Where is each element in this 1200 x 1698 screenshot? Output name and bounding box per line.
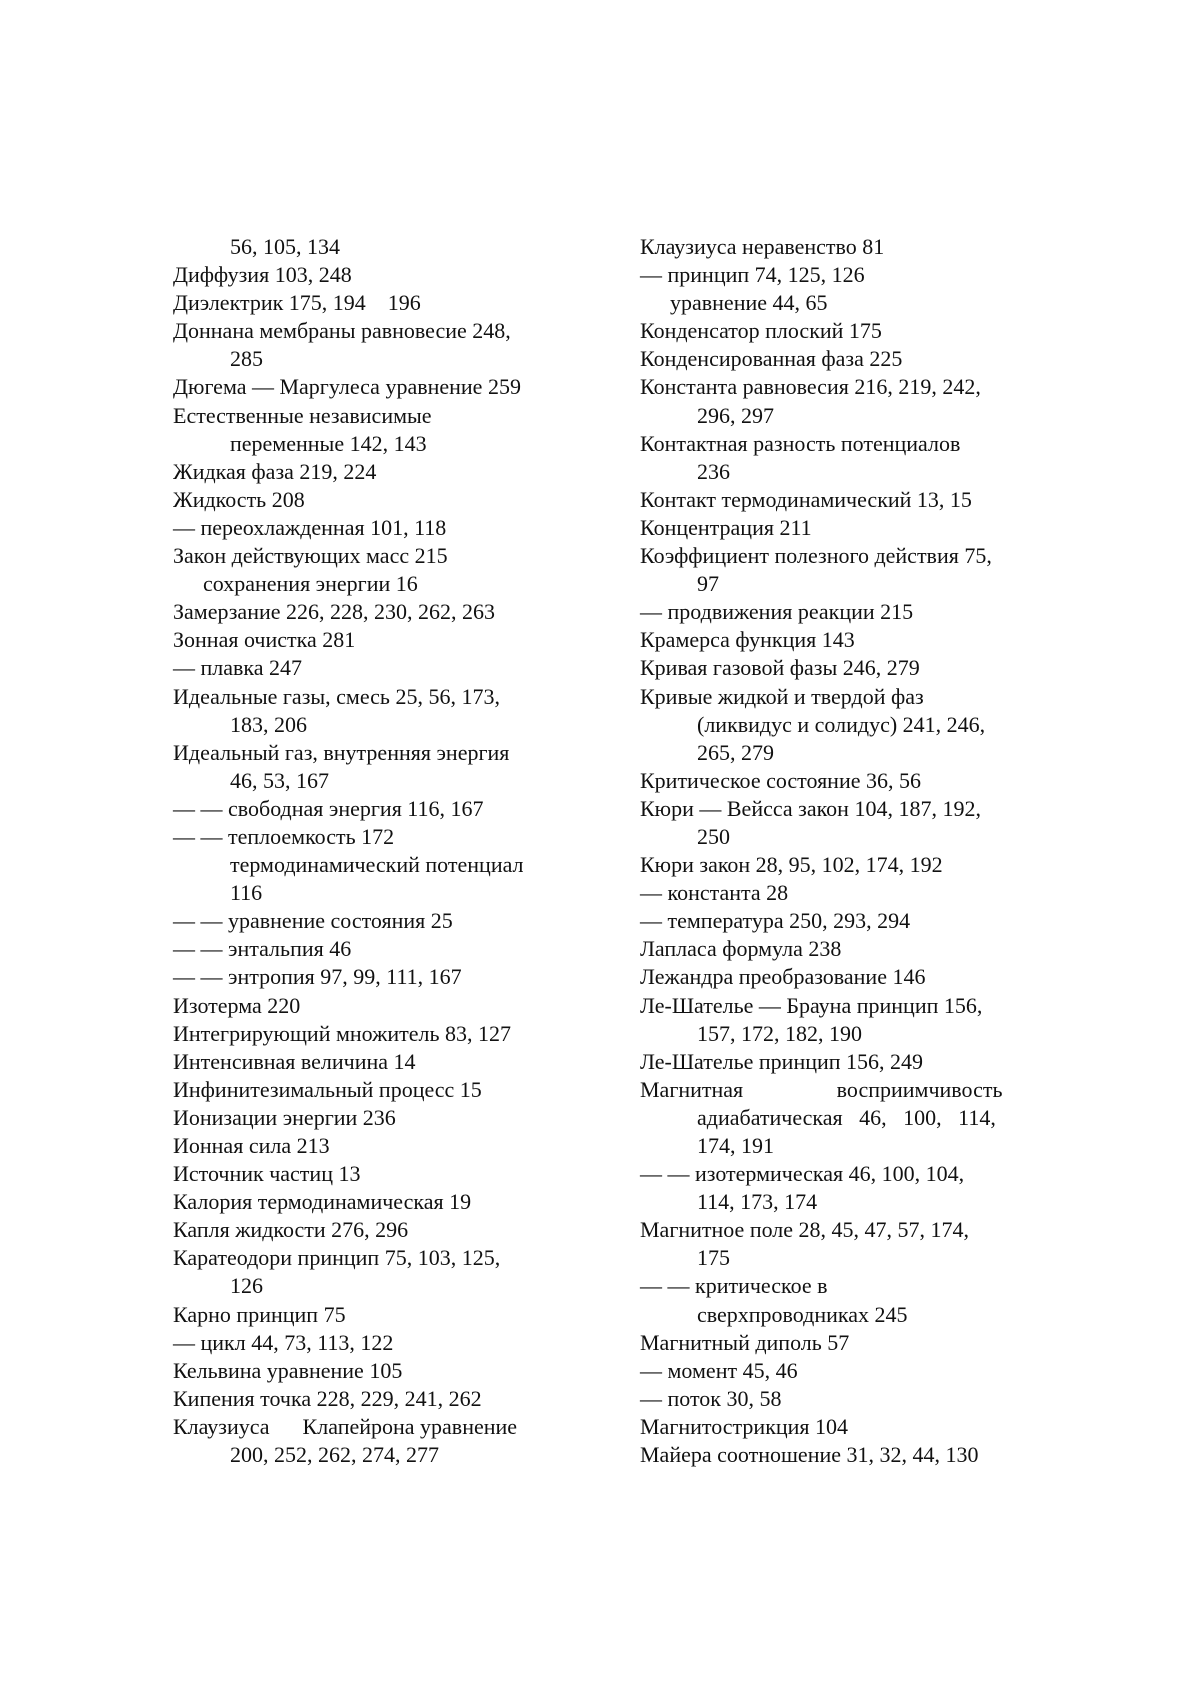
index-entry: Замерзание 226, 228, 230, 262, 263 bbox=[173, 599, 496, 625]
index-entry: 236 bbox=[697, 458, 730, 484]
index-entry: Кривая газовой фазы 246, 279 bbox=[640, 655, 920, 681]
index-entry: Источник частиц 13 bbox=[173, 1161, 361, 1187]
index-entry: Жидкость 208 bbox=[173, 486, 305, 512]
index-entry: Диффузия 103, 248 bbox=[173, 262, 352, 288]
index-entry: Клаузиуса неравенство 81 bbox=[640, 234, 885, 259]
index-entry: 46, 53, 167 bbox=[230, 767, 329, 793]
index-entry: Майера соотношение 31, 32, 44, 130 bbox=[640, 1442, 979, 1468]
index-entry: Конденсатор плоский 175 bbox=[640, 318, 882, 344]
index-entry: — принцип 74, 125, 126 bbox=[640, 262, 865, 288]
index-entry: Доннана мембраны равновесие 248, bbox=[173, 318, 511, 344]
index-entry: — — уравнение состояния 25 bbox=[173, 908, 453, 934]
index-entry: — момент 45, 46 bbox=[640, 1357, 798, 1383]
index-entry: — — свободная энергия 116, 167 bbox=[173, 795, 484, 821]
index-entry: — — энтропия 97, 99, 111, 167 bbox=[173, 964, 462, 990]
index-entry: сверхпроводниках 245 bbox=[697, 1301, 908, 1327]
index-entry: 175 bbox=[697, 1245, 730, 1271]
index-entry: 56, 105, 134 bbox=[230, 234, 340, 259]
index-entry: 183, 206 bbox=[230, 711, 307, 737]
index-entry: Интегрирующий множитель 83, 127 bbox=[173, 1020, 511, 1046]
index-entry: — температура 250, 293, 294 bbox=[640, 908, 911, 934]
index-entry: термодинамический потенциал bbox=[230, 852, 524, 878]
index-entry: Концентрация 211 bbox=[640, 514, 812, 540]
index-entry: 157, 172, 182, 190 bbox=[697, 1020, 862, 1046]
index-entry: Ле-Шателье принцип 156, 249 bbox=[640, 1048, 924, 1074]
index-entry: Идеальные газы, смесь 25, 56, 173, bbox=[173, 683, 500, 709]
index-column-left bbox=[173, 233, 568, 1469]
index-entry: Кипения точка 228, 229, 241, 262 bbox=[173, 1385, 482, 1411]
index-entry: — константа 28 bbox=[640, 880, 789, 906]
index-entry: (ликвидус и солидус) 241, 246, bbox=[697, 711, 986, 737]
index-entry: Интенсивная величина 14 bbox=[173, 1048, 416, 1074]
index-entry: 116 bbox=[230, 880, 263, 906]
index-entry: Дюгема — Маргулеса уравнение 259 bbox=[173, 374, 521, 400]
index-entry: Магнитострикция 104 bbox=[640, 1413, 849, 1439]
index-entry: Ионная сила 213 bbox=[173, 1133, 330, 1158]
index-entry: — — критическое в bbox=[640, 1273, 828, 1299]
index-entry: — поток 30, 58 bbox=[640, 1385, 782, 1411]
index-entry: Лежандра преобразование 146 bbox=[640, 964, 926, 990]
index-entry: переменные 142, 143 bbox=[230, 430, 427, 456]
index-entry: Контакт термодинамический 13, 15 bbox=[640, 486, 972, 512]
index-entry: сохранения энергии 16 bbox=[203, 571, 418, 597]
index-entry: Изотерма 220 bbox=[173, 992, 301, 1018]
index-entry: Магнитное поле 28, 45, 47, 57, 174, bbox=[640, 1217, 970, 1243]
index-entry: Кельвина уравнение 105 bbox=[173, 1357, 403, 1383]
index-entry: 285 bbox=[230, 346, 263, 372]
index-entry: Зонная очистка 281 bbox=[173, 627, 356, 653]
index-entry: Закон действующих масс 215 bbox=[173, 543, 448, 569]
index-entry: — плавка 247 bbox=[173, 655, 303, 681]
index-entry: — переохлажденная 101, 118 bbox=[173, 514, 447, 540]
index-entry: Диэлектрик 175, 194 196 bbox=[173, 290, 421, 316]
index-entry: Ионизации энергии 236 bbox=[173, 1104, 396, 1130]
index-entry: Естественные независимые bbox=[173, 402, 432, 428]
index-entry: — — теплоемкость 172 bbox=[173, 823, 395, 849]
index-entry: Магнитная восприимчивость bbox=[640, 1076, 1003, 1102]
index-entry: Кюри закон 28, 95, 102, 174, 192 bbox=[640, 852, 943, 878]
index-entry: Инфинитезимальный процесс 15 bbox=[173, 1076, 482, 1102]
index-entry: 265, 279 bbox=[697, 739, 774, 765]
index-entry: Каратеодори принцип 75, 103, 125, bbox=[173, 1245, 501, 1271]
index-entry: Лапласа формула 238 bbox=[640, 936, 842, 962]
index-entry: Контактная разность потенциалов bbox=[640, 430, 961, 456]
index-entry: Калория термодинамическая 19 bbox=[173, 1189, 472, 1215]
index-entry: Жидкая фаза 219, 224 bbox=[173, 458, 377, 484]
index-entry: Клаузиуса Клапейрона уравнение bbox=[173, 1413, 518, 1439]
index-entry: 174, 191 bbox=[697, 1133, 774, 1158]
index-entry: — цикл 44, 73, 113, 122 bbox=[173, 1329, 394, 1355]
index-entry: Крамерса функция 143 bbox=[640, 627, 855, 653]
index-entry: — — энтальпия 46 bbox=[173, 936, 352, 962]
index-entry: 126 bbox=[230, 1273, 263, 1299]
index-entry: адиабатическая 46, 100, 114, bbox=[697, 1104, 996, 1130]
index-entry: 250 bbox=[697, 823, 730, 849]
index-entry: Кривые жидкой и твердой фаз bbox=[640, 683, 924, 709]
index-entry: Ле-Шателье — Брауна принцип 156, bbox=[640, 992, 983, 1018]
index-entry: Карно принцип 75 bbox=[173, 1301, 346, 1327]
index-entry: Капля жидкости 276, 296 bbox=[173, 1217, 409, 1243]
index-entry: Идеальный газ, внутренняя энергия bbox=[173, 739, 510, 765]
index-entry: 97 bbox=[697, 571, 719, 597]
index-entry: уравнение 44, 65 bbox=[670, 290, 828, 316]
index-entry: Константа равновесия 216, 219, 242, bbox=[640, 374, 981, 400]
index-entry: Критическое состояние 36, 56 bbox=[640, 767, 921, 793]
index-column-right bbox=[640, 233, 1040, 1469]
index-entry: 114, 173, 174 bbox=[697, 1189, 818, 1215]
index-entry: 200, 252, 262, 274, 277 bbox=[230, 1442, 439, 1468]
index-entry: Кюри — Вейсса закон 104, 187, 192, bbox=[640, 795, 981, 821]
index-entry: Магнитный диполь 57 bbox=[640, 1329, 850, 1355]
index-entry: — продвижения реакции 215 bbox=[640, 599, 914, 625]
index-entry: — — изотермическая 46, 100, 104, bbox=[640, 1161, 965, 1187]
index-entry: 296, 297 bbox=[697, 402, 774, 428]
index-entry: Коэффициент полезного действия 75, bbox=[640, 543, 992, 569]
index-entry: Конденсированная фаза 225 bbox=[640, 346, 903, 372]
